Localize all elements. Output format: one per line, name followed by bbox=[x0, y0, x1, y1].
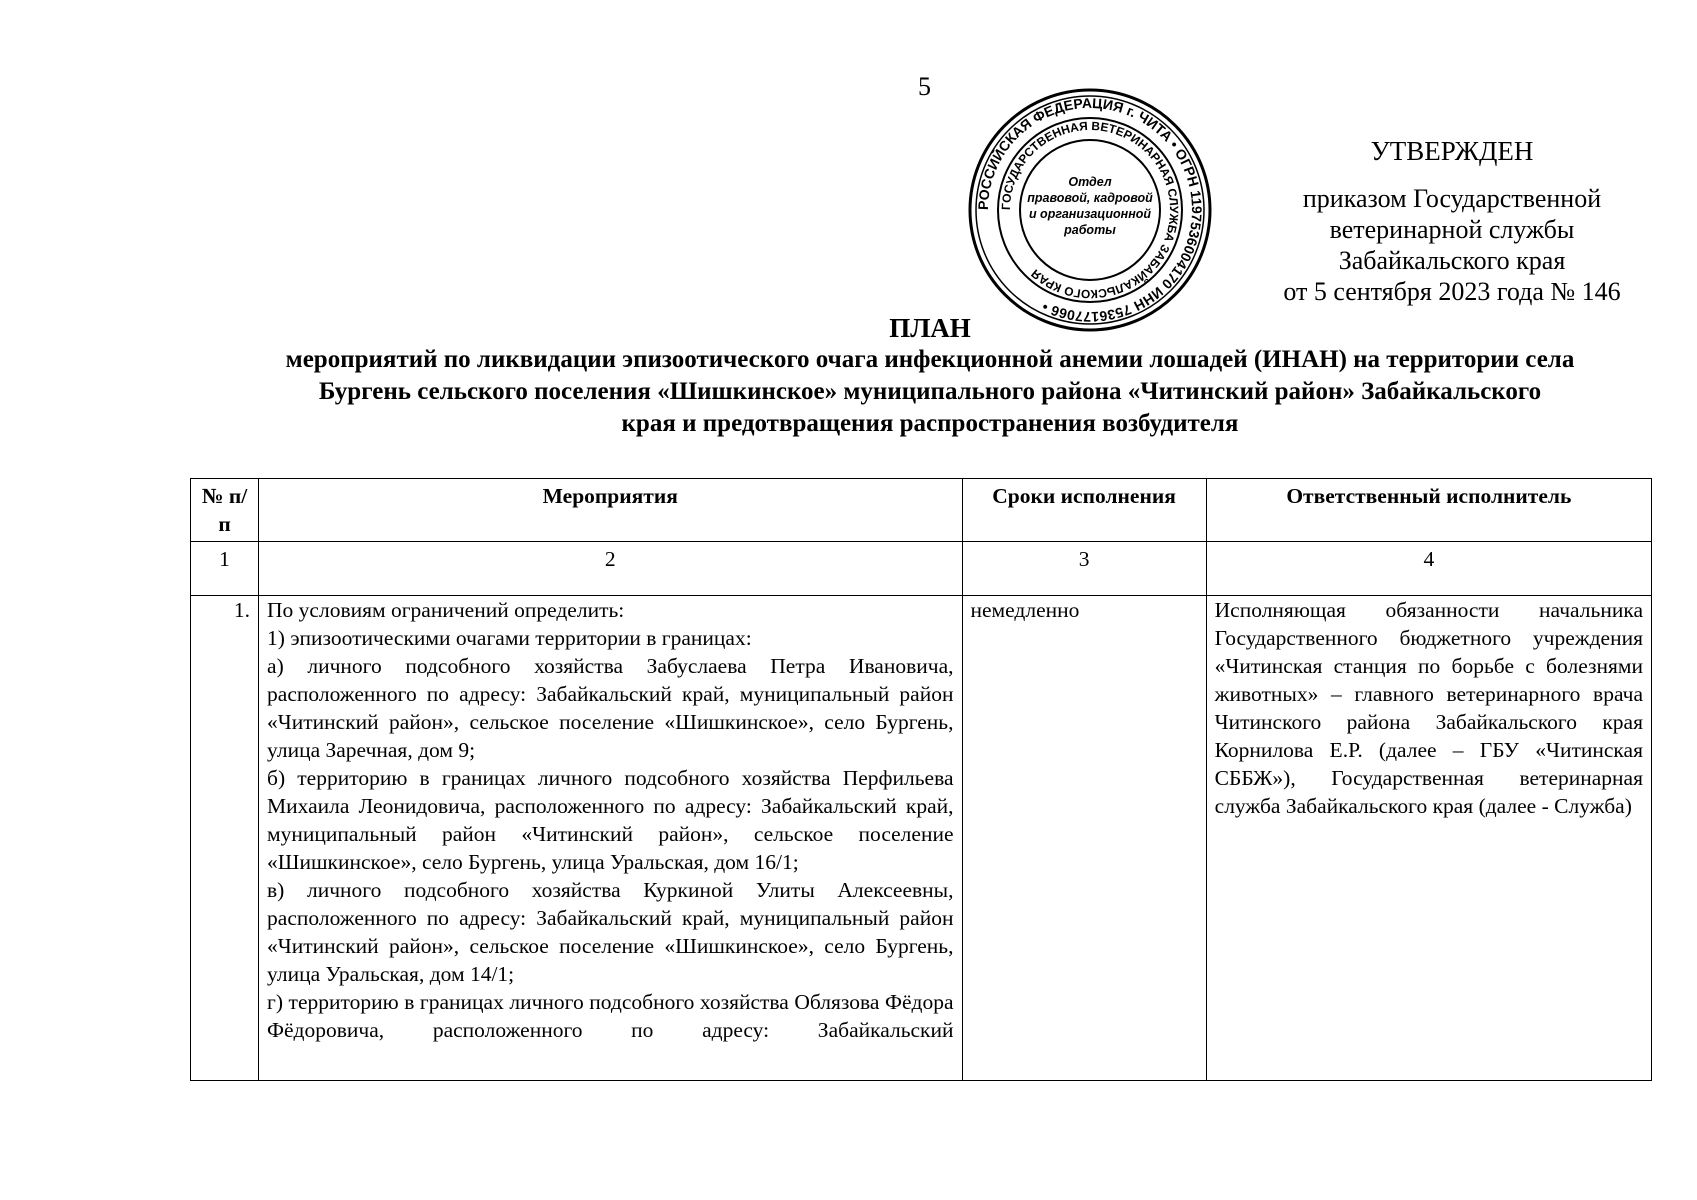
measure-text: По условиям ограничений определить: bbox=[267, 598, 625, 622]
measure-text: а) личного подсобного хозяйства Забуслаева Петра Ивановича, расположенного по адресу: Забайкальский край, муниципальный район «Читинский район», сельское поселение «Шишкинское», село Бургень, улица Заречная, дом 9; bbox=[267, 654, 954, 762]
official-stamp bbox=[966, 86, 1214, 334]
header-cell: Сроки исполнения bbox=[962, 479, 1206, 542]
measure-text: б) территорию в границах личного подсобного хозяйства Перфильева Михаила Леонидовича, расположенного по адресу: Забайкальский край, муниципальный район «Читинский район», сельское поселение «Шишкинское», село Бургень, улица Уральская, дом 16/1; bbox=[267, 766, 954, 874]
stamp-inner-text: ГОСУДАРСТВЕННАЯ ВЕТЕРИНАРНАЯ СЛУЖБА ЗАБАЙКАЛЬСКОГО КРАЯ bbox=[998, 118, 1182, 302]
responsible-cell: Исполняющая обязанности начальника Государственного бюджетного учреждения «Читинская станция по борьбе с болезнями животных» – главного ветеринарного врача Читинского района Забайкальского края Корнилова Е.Р. (далее – ГБУ «Читинская СББЖ»), Государственная ветеринарная служба Забайкальского края (далее - Служба) bbox=[1206, 596, 1651, 1081]
stamp-center-line: правовой, кадровой bbox=[1027, 191, 1153, 205]
approval-line: от 5 сентября 2023 года № 146 bbox=[1283, 277, 1621, 306]
row-number: 1. bbox=[191, 596, 259, 1081]
stamp-center-line: и организационной bbox=[1028, 207, 1152, 221]
column-number: 4 bbox=[1206, 542, 1651, 596]
table-header-row bbox=[191, 479, 1652, 542]
approval-line: ветеринарной службы bbox=[1329, 215, 1575, 244]
plan-table bbox=[190, 478, 1652, 1081]
approval-heading: УТВЕРЖДЕН bbox=[1370, 136, 1534, 166]
measure-text: 1) эпизоотическими очагами территории в границах: bbox=[267, 626, 752, 650]
measures-cell bbox=[259, 596, 962, 1081]
approval-line: Забайкальского края bbox=[1338, 246, 1566, 275]
measure-text: г) территорию в границах личного подсобного хозяйства Облязова Фёдора Фёдоровича, расположенного по адресу: Забайкальский bbox=[267, 990, 954, 1042]
column-number: 2 bbox=[259, 542, 962, 596]
page-number: 5 bbox=[918, 72, 931, 101]
title-line: мероприятий по ликвидации эпизоотического очага инфекционной анемии лошадей (ИНАН) на территории села bbox=[285, 346, 1575, 373]
column-number-row bbox=[191, 542, 1652, 596]
approval-block bbox=[1232, 136, 1672, 307]
stamp-center-line: Отдел bbox=[1068, 175, 1112, 189]
title-line: края и предотвращения распространения возбудителя bbox=[621, 410, 1239, 437]
measure-text: в) личного подсобного хозяйства Куркиной Улиты Алексеевны, расположенного по адресу: Забайкальский край, муниципальный район «Читинский район», сельское поселение «Шишкинское», село Бургень, улица Уральская, дом 14/1; bbox=[267, 878, 954, 986]
column-number: 1 bbox=[191, 542, 259, 596]
header-cell: Ответственный исполнитель bbox=[1206, 479, 1651, 542]
header-cell: № п/п bbox=[191, 479, 259, 542]
header-cell: Мероприятия bbox=[259, 479, 962, 542]
stamp-center-line: работы bbox=[1064, 223, 1116, 237]
column-number: 3 bbox=[962, 542, 1206, 596]
document-title bbox=[190, 312, 1670, 440]
title-line: Бургень сельского поселения «Шишкинское» муниципального района «Читинский район» Забайкальского bbox=[318, 378, 1542, 405]
stamp-outer-text: РОССИЙСКАЯ ФЕДЕРАЦИЯ г. ЧИТА • ОГРН 1197536004170 ИНН 7536177066 • bbox=[974, 94, 1206, 326]
title-line: ПЛАН bbox=[889, 313, 971, 343]
approval-line: приказом Государственной bbox=[1302, 184, 1602, 213]
deadline-cell: немедленно bbox=[962, 596, 1206, 1081]
table-row bbox=[191, 596, 1652, 1081]
